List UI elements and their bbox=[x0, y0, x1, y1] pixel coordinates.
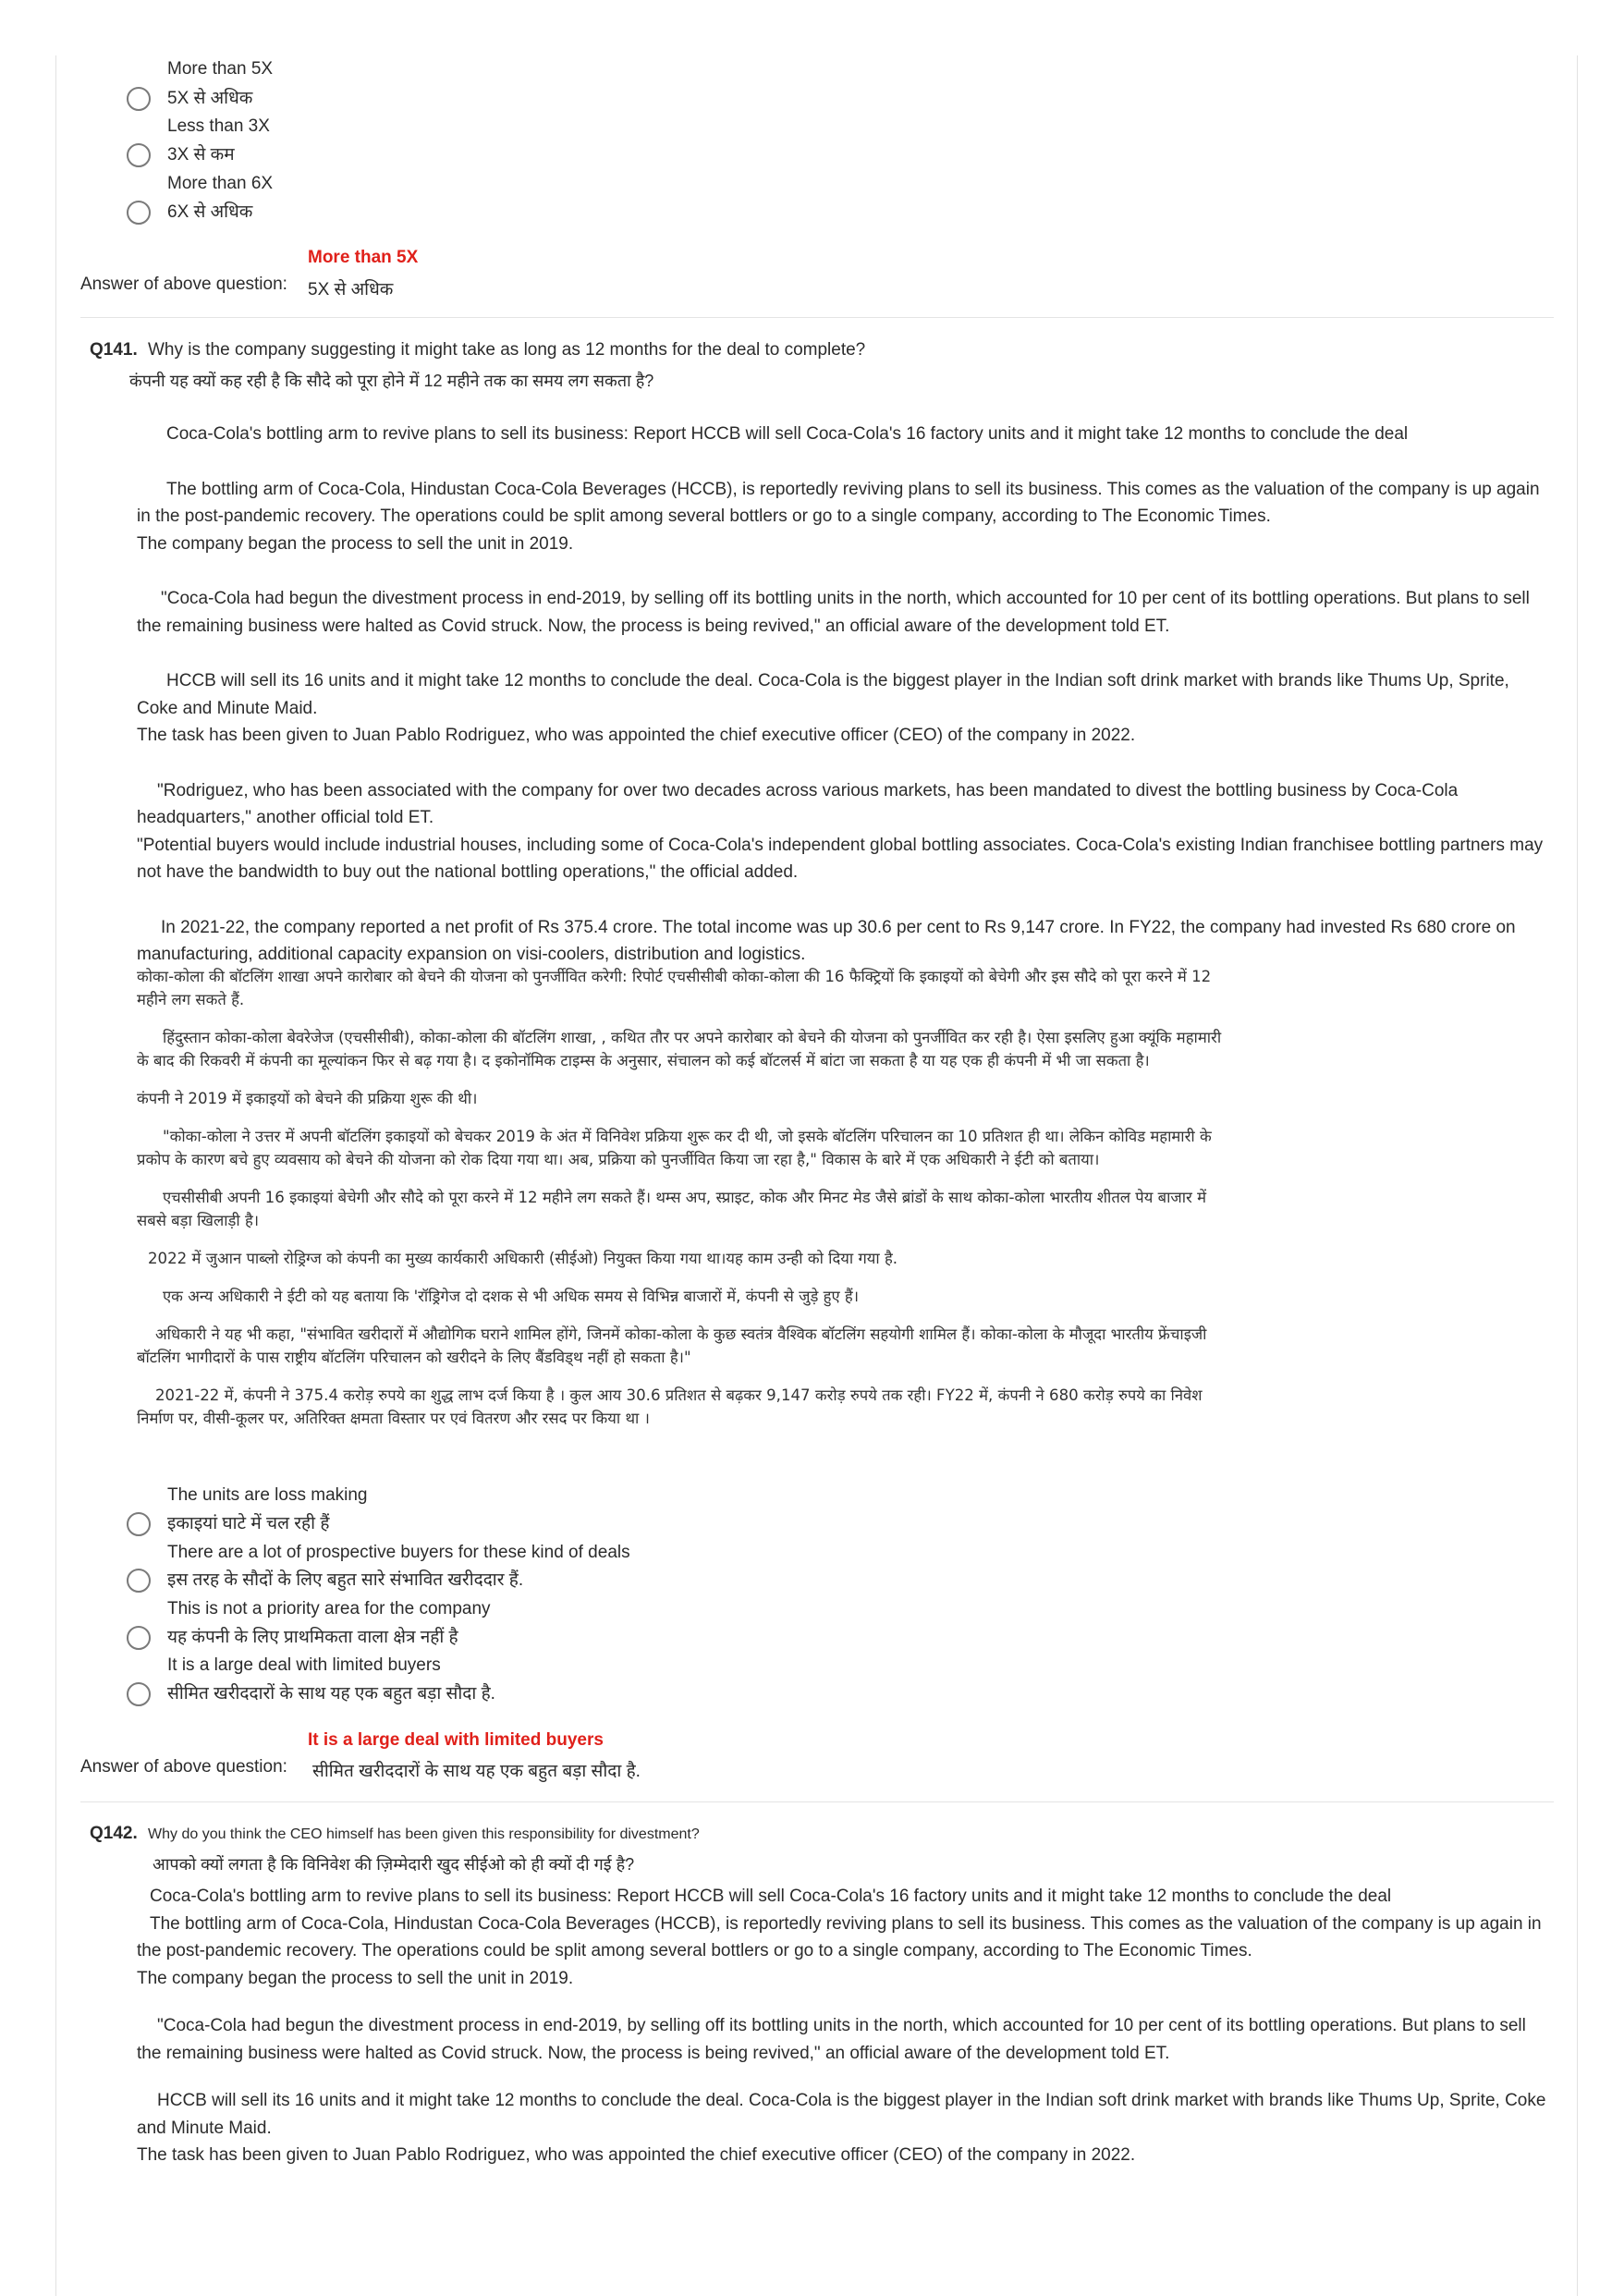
q141-passage bbox=[137, 421, 1551, 969]
separator bbox=[80, 317, 1554, 318]
q141-option-1-hi: इकाइयां घाटे में चल रही हैं bbox=[167, 1514, 330, 1533]
passage-paragraph: The company began the process to sell the unit in 2019. bbox=[137, 1968, 574, 1988]
passage-paragraph: "Coca-Cola had begun the divestment process in end-2019, by selling off its bottling units in the north, which accounted for 10 per cent of its bottling operations. But plans to sell the remaining business were halted as Covid struck. Now, the process is being revived," an official aware of the development told ET. bbox=[137, 2016, 1526, 2063]
passage-paragraph: "Coca-Cola had begun the divestment process in end-2019, by selling off its bottling units in the north, which accounted for 10 per cent of its bottling operations. But plans to sell the remaining business were halted as Covid struck. Now, the process is being revived," an official aware of the development told ET. bbox=[137, 589, 1530, 636]
q141-answer-en: It is a large deal with limited buyers bbox=[308, 1730, 604, 1750]
q141-option-1-en: The units are loss making bbox=[167, 1485, 368, 1505]
passage-paragraph: In 2021-22, the company reported a net profit of Rs 375.4 crore. The total income was up 30.6 per cent to Rs 9,147 crore. In FY22, the company had invested Rs 680 crore on manufacturing, additional capacity expansion on visi-coolers, distribution and logistics. bbox=[137, 917, 1516, 964]
hindi-paragraph: 2022 में जुआन पाब्लो रोड्रिग्ज को कंपनी का मुख्य कार्यकारी अधिकारी (सीईओ) नियुक्त किया गया था।यह काम उन्ही को दिया गया है. bbox=[148, 1250, 898, 1267]
q141-answer-hi: सीमित खरीददारों के साथ यह एक बहुत बड़ा सौदा है. bbox=[312, 1762, 641, 1781]
passage-paragraph: The bottling arm of Coca-Cola, Hindustan Coca-Cola Beverages (HCCB), is reportedly reviving plans to sell its business. This comes as the valuation of the company is up again in the post-pandemic recovery. The operations could be split among several bottlers or go to a single company, according to The Economic Times. bbox=[137, 1913, 1542, 1960]
q140-option-1-radio[interactable] bbox=[127, 87, 151, 111]
passage-paragraph: Coca-Cola's bottling arm to revive plans to sell its business: Report HCCB will sell Coca-Cola's 16 factory units and it might take 12 months to conclude the deal bbox=[166, 424, 1409, 444]
hindi-paragraph: हिंदुस्तान कोका-कोला बेवरेजेज (एचसीसीबी), कोका-कोला की बॉटलिंग शाखा, , कथित तौर पर अपने कारोबार को बेचने की योजना को पुनर्जीवित कर रही है। ऐसा इसलिए हुआ क्यूंकि महामारी के बाद की रिकवरी में कंपनी का मूल्यांकन फिर से बढ़ गया है। द इकोनॉमिक टाइम्स के अनुसार, संचालन को कई बॉटलर्स में बांटा जा सकता है या यह एक ही कंपनी में भी जा सकता है। bbox=[137, 1029, 1222, 1069]
q140-option-2-hi: 3X से कम bbox=[167, 145, 235, 165]
passage-paragraph: "Rodriguez, who has been associated with the company for over two decades across various markets, has been mandated to divest the bottling business by Coca-Cola headquarters," another official told ET. bbox=[137, 780, 1459, 827]
hindi-paragraph: कोका-कोला की बॉटलिंग शाखा अपने कारोबार को बेचने की योजना को पुनर्जीवित करेगी: रिपोर्ट एचसीसीबी कोका-कोला की 16 फैक्ट्रियों कि इकाइयों को बेचेगी और इस सौदे को पूरा करने में 12 महीने लग सकते हैं. bbox=[137, 968, 1212, 1008]
passage-paragraph: Coca-Cola's bottling arm to revive plans to sell its business: Report HCCB will sell Coca-Cola's 16 factory units and it might take 12 months to conclude the deal bbox=[150, 1887, 1392, 1906]
q141-number: Q141. bbox=[90, 340, 138, 360]
passage-paragraph: HCCB will sell its 16 units and it might take 12 months to conclude the deal. Coca-Cola is the biggest player in the Indian soft drink market with brands like Thums Up, Sprite, Coke and Minute Maid. bbox=[137, 671, 1509, 718]
hindi-paragraph: अधिकारी ने यह भी कहा, "संभावित खरीदारों में औद्योगिक घराने शामिल होंगे, जिनमें कोका-कोला के कुछ स्वतंत्र वैश्विक बॉटलिंग सहयोगी शामिल हैं। कोका-कोला के मौजूदा भारतीय फ्रेंचाइजी बॉटलिंग भागीदारों के पास राष्ट्रीय बॉटलिंग परिचालन को खरीदने के लिए बैंडविड्थ नहीं हो सकता है।" bbox=[137, 1325, 1207, 1366]
q141-question-hi: कंपनी यह क्यों कह रही है कि सौदे को पूरा होने में 12 महीने तक का समय लग सकता है? bbox=[129, 372, 654, 390]
q140-option-2-radio[interactable] bbox=[127, 143, 151, 167]
q140-answer-hi: 5X से अधिक bbox=[308, 280, 394, 299]
q141-option-2-en: There are a lot of prospective buyers for these kind of deals bbox=[167, 1543, 630, 1562]
hindi-paragraph: कंपनी ने 2019 में इकाइयों को बेचने की प्रक्रिया शुरू की थी। bbox=[137, 1090, 478, 1107]
q141-option-4-radio[interactable] bbox=[127, 1682, 151, 1706]
q141-hindi-passage-image bbox=[137, 965, 1237, 1483]
q140-option-3-en: More than 6X bbox=[167, 174, 274, 193]
q141-answer-label: Answer of above question: bbox=[80, 1757, 287, 1777]
q142-question-hi: आपको क्यों लगता है कि विनिवेश की ज़िम्मेदारी खुद सीईओ को ही क्यों दी गई है? bbox=[153, 1855, 635, 1874]
q141-option-3-radio[interactable] bbox=[127, 1626, 151, 1650]
passage-paragraph: The task has been given to Juan Pablo Rodriguez, who was appointed the chief executive officer (CEO) of the company in 2022. bbox=[137, 726, 1136, 745]
q141-question-en: Why is the company suggesting it might take as long as 12 months for the deal to complete? bbox=[148, 340, 866, 360]
passage-paragraph: The task has been given to Juan Pablo Rodriguez, who was appointed the chief executive officer (CEO) of the company in 2022. bbox=[137, 2145, 1136, 2165]
passage-paragraph: HCCB will sell its 16 units and it might take 12 months to conclude the deal. Coca-Cola is the biggest player in the Indian soft drink market with brands like Thums Up, Sprite, Coke and Minute Maid. bbox=[137, 2091, 1546, 2138]
q140-option-3-radio[interactable] bbox=[127, 201, 151, 225]
q141-option-2-hi: इस तरह के सौदों के लिए बहुत सारे संभावित खरीददार हैं. bbox=[167, 1570, 524, 1590]
hindi-paragraph: 2021-22 में, कंपनी ने 375.4 करोड़ रुपये का शुद्ध लाभ दर्ज किया है । कुल आय 30.6 प्रतिशत से बढ़कर 9,147 करोड़ रुपये तक रही। FY22 में, कंपनी ने 680 करोड़ रुपये का निवेश निर्माण पर, वीसी-कूलर पर, अतिरिक्त क्षमता विस्तार पर एवं वितरण और रसद पर किया था । bbox=[137, 1386, 1203, 1427]
q141-option-2-radio[interactable] bbox=[127, 1569, 151, 1593]
separator bbox=[80, 1801, 1554, 1802]
passage-paragraph: The bottling arm of Coca-Cola, Hindustan Coca-Cola Beverages (HCCB), is reportedly reviving plans to sell its business. This comes as the valuation of the company is up again in the post-pandemic recovery. The operations could be split among several bottlers or go to a single company, according to The Economic Times. bbox=[137, 479, 1540, 526]
q140-option-2-en: Less than 3X bbox=[167, 116, 270, 136]
q140-answer-label: Answer of above question: bbox=[80, 275, 287, 294]
passage-paragraph: The company began the process to sell the unit in 2019. bbox=[137, 533, 574, 554]
q140-option-1-hi: 5X से अधिक bbox=[167, 89, 253, 108]
page-border-left bbox=[55, 55, 56, 2296]
q140-option-3-hi: 6X से अधिक bbox=[167, 202, 253, 222]
q141-option-4-en: It is a large deal with limited buyers bbox=[167, 1655, 441, 1675]
q140-option-1-en: More than 5X bbox=[167, 59, 274, 79]
page-border-right bbox=[1577, 55, 1578, 2296]
q142-number: Q142. bbox=[90, 1824, 138, 1843]
passage-paragraph: "Potential buyers would include industrial houses, including some of Coca-Cola's independent global bottling associates. Coca-Cola's existing Indian franchisee bottling partners may not have the bandwidth to buy out the national bottling operations," the official added. bbox=[137, 835, 1544, 882]
q141-option-3-hi: यह कंपनी के लिए प्राथमिकता वाला क्षेत्र नहीं है bbox=[167, 1628, 458, 1647]
hindi-paragraph: एक अन्य अधिकारी ने ईटी को यह बताया कि 'रॉड्रिगेज दो दशक से भी अधिक समय से विभिन्न बाजारों में, कंपनी से जुड़े हुए हैं। bbox=[163, 1288, 859, 1305]
hindi-paragraph: एचसीसीबी अपनी 16 इकाइयां बेचेगी और सौदे को पूरा करने में 12 महीने लग सकते हैं। थम्स अप, स्प्राइट, कोक और मिनट मेड जैसे ब्रांडों के साथ कोका-कोला भारतीय शीतल पेय बाजार में सबसे बड़ा खिलाड़ी है। bbox=[137, 1189, 1206, 1229]
q142-question-en: Why do you think the CEO himself has been given this responsibility for divestment? bbox=[148, 1826, 700, 1842]
q142-passage bbox=[137, 1883, 1551, 2169]
q140-answer-en: More than 5X bbox=[308, 248, 419, 267]
hindi-paragraph: "कोका-कोला ने उत्तर में अपनी बॉटलिंग इकाइयों को बेचकर 2019 के अंत में विनिवेश प्रक्रिया शुरू कर दी थी, जो इसके बॉटलिंग परिचालन का 10 प्रतिशत ही था। लेकिन कोविड महामारी के प्रकोप के कारण बचे हुए व्यवसाय को बेचने की योजना को रोक दिया गया था। अब, प्रक्रिया को पुनर्जीवित किया जा रहा है," विकास के बारे में एक अधिकारी ने ईटी को बताया। bbox=[137, 1128, 1212, 1168]
q141-option-4-hi: सीमित खरीददारों के साथ यह एक बहुत बड़ा सौदा है. bbox=[167, 1684, 495, 1704]
q141-option-3-en: This is not a priority area for the company bbox=[167, 1599, 491, 1618]
q141-option-1-radio[interactable] bbox=[127, 1512, 151, 1536]
